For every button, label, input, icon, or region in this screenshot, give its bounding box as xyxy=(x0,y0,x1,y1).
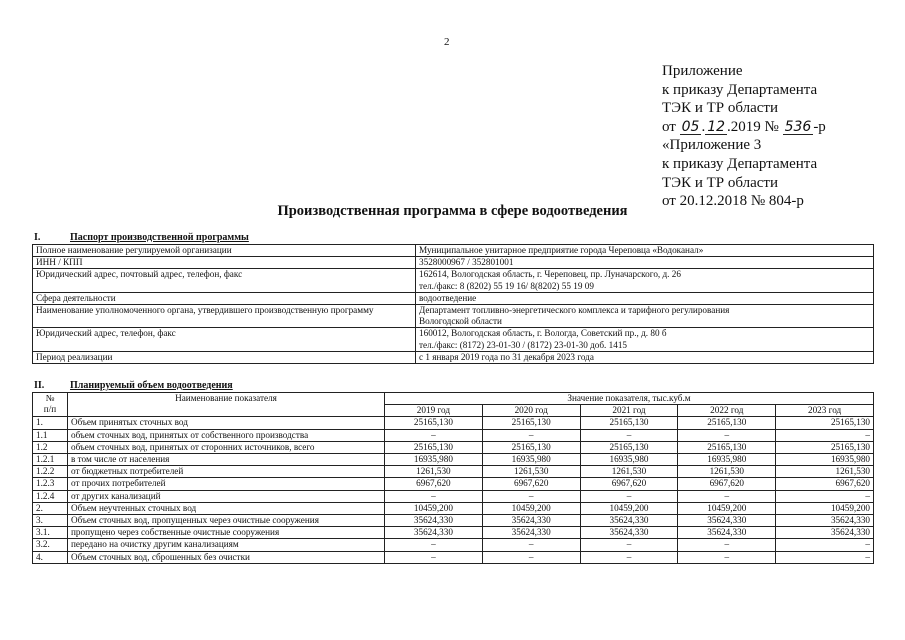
table-row xyxy=(33,257,874,269)
passport-key: Юридический адрес, почтовый адрес, телефон, факс xyxy=(33,269,416,292)
header-year: 2023 год xyxy=(776,405,874,417)
header-year: 2021 год xyxy=(580,405,678,417)
row-indicator: Объем принятых сточных вод xyxy=(68,417,385,429)
row-indicator: от прочих потребителей xyxy=(68,478,385,490)
table-row xyxy=(33,429,874,441)
row-value: 35624,330 xyxy=(580,527,678,539)
row-indicator: Объем сточных вод, пропущенных через очистные сооружения xyxy=(68,515,385,527)
row-value: 25165,130 xyxy=(776,417,874,429)
row-indicator: от других канализаций xyxy=(68,490,385,502)
row-value: 16935,980 xyxy=(580,454,678,466)
row-value: 16935,980 xyxy=(385,454,483,466)
row-indicator: Объем неучтенных сточных вод xyxy=(68,502,385,514)
row-indicator: объем сточных вод, принятых от сторонних источников, всего xyxy=(68,441,385,453)
appendix-line: от 20.12.2018 № 804-р xyxy=(662,193,804,210)
appendix-line: Приложение xyxy=(662,63,743,79)
header-year: 2019 год xyxy=(385,405,483,417)
row-value: – xyxy=(580,490,678,502)
row-number: 1.2.3 xyxy=(33,478,68,490)
row-value: 1261,530 xyxy=(678,466,776,478)
section-2-heading xyxy=(34,380,233,391)
appendix-line: к приказу Департамента xyxy=(662,81,818,98)
row-value: 25165,130 xyxy=(385,417,483,429)
appendix-order-line: от 05 . 12 .2019 № 536 -р xyxy=(662,118,826,135)
row-value: – xyxy=(482,429,580,441)
row-value: – xyxy=(776,539,874,551)
row-value: 25165,130 xyxy=(776,441,874,453)
row-value: 35624,330 xyxy=(580,515,678,527)
row-value: 6967,620 xyxy=(385,478,483,490)
row-value: – xyxy=(482,551,580,563)
passport-value: водоотведение xyxy=(416,292,874,304)
appendix-line: ТЭК и ТР области xyxy=(662,174,778,191)
row-value: – xyxy=(580,539,678,551)
row-value: 35624,330 xyxy=(482,527,580,539)
passport-value-cell xyxy=(416,269,874,292)
row-value: 10459,200 xyxy=(776,502,874,514)
row-value: 25165,130 xyxy=(385,441,483,453)
row-number: 3. xyxy=(33,515,68,527)
passport-key: ИНН / КПП xyxy=(33,257,416,269)
appendix-line: к приказу Департамента xyxy=(662,155,818,172)
table-row xyxy=(33,490,874,502)
passport-key: Период реализации xyxy=(33,351,416,363)
table-row xyxy=(33,441,874,453)
row-value: 35624,330 xyxy=(385,527,483,539)
passport-value: с 1 января 2019 года по 31 декабря 2023 года xyxy=(416,351,874,363)
row-value: – xyxy=(385,490,483,502)
row-value: 25165,130 xyxy=(482,441,580,453)
passport-value: Муниципальное унитарное предприятие города Череповца «Водоканал» xyxy=(416,245,874,257)
handwritten-month: 12 xyxy=(707,118,726,135)
table-row xyxy=(33,245,874,257)
row-number: 1.2 xyxy=(33,441,68,453)
table-row xyxy=(33,527,874,539)
header-indicator: Наименование показателя xyxy=(68,393,385,417)
row-value: 35624,330 xyxy=(776,527,874,539)
row-value: 10459,200 xyxy=(385,502,483,514)
header-year: 2022 год xyxy=(678,405,776,417)
row-indicator: Объем сточных вод, сброшенных без очистки xyxy=(68,551,385,563)
order-year: .2019 № xyxy=(727,118,779,135)
row-value: – xyxy=(776,490,874,502)
row-value: 1261,530 xyxy=(580,466,678,478)
row-value: 35624,330 xyxy=(385,515,483,527)
row-value: 10459,200 xyxy=(580,502,678,514)
row-number: 2. xyxy=(33,502,68,514)
row-value: 10459,200 xyxy=(482,502,580,514)
page-number: 2 xyxy=(444,36,450,48)
row-value: 35624,330 xyxy=(678,515,776,527)
passport-key: Наименование уполномоченного органа, утвердившего производственную программу xyxy=(33,305,416,328)
row-value: 25165,130 xyxy=(580,441,678,453)
table-row xyxy=(33,515,874,527)
row-value: – xyxy=(385,551,483,563)
row-number: 1.2.1 xyxy=(33,454,68,466)
passport-value-cell xyxy=(416,305,874,328)
order-suffix: -р xyxy=(813,118,826,135)
table-row xyxy=(33,539,874,551)
row-value: – xyxy=(678,539,776,551)
row-value: – xyxy=(678,429,776,441)
handwritten-number: 536 xyxy=(784,118,812,135)
row-number: 1.1 xyxy=(33,429,68,441)
row-indicator: объем сточных вод, принятых от собственного производства xyxy=(68,429,385,441)
row-value: 10459,200 xyxy=(678,502,776,514)
row-value: – xyxy=(385,539,483,551)
header-number xyxy=(33,393,68,417)
passport-value: 162614, Вологодская область, г. Череповец, пр. Луначарского, д. 26 xyxy=(419,269,681,280)
passport-value: Вологодской области xyxy=(419,316,502,327)
row-value: 16935,980 xyxy=(482,454,580,466)
section-number: II. xyxy=(34,380,45,391)
row-value: – xyxy=(385,429,483,441)
row-value: 25165,130 xyxy=(678,417,776,429)
section-title: Планируемый объем водоотведения xyxy=(70,380,233,391)
table-row xyxy=(33,292,874,304)
row-value: 1261,530 xyxy=(385,466,483,478)
row-value: – xyxy=(776,551,874,563)
row-number: 1. xyxy=(33,417,68,429)
row-indicator: пропущено через собственные очистные сооружения xyxy=(68,527,385,539)
row-value: – xyxy=(580,551,678,563)
table-row xyxy=(33,351,874,363)
row-value: 6967,620 xyxy=(776,478,874,490)
section-number: I. xyxy=(34,232,41,243)
section-1-heading xyxy=(34,232,249,243)
appendix-line: «Приложение 3 xyxy=(662,137,762,154)
volume-table xyxy=(32,392,874,564)
row-value: 16935,980 xyxy=(678,454,776,466)
row-number: 1.2.2 xyxy=(33,466,68,478)
row-value: – xyxy=(482,490,580,502)
header-number-line: № xyxy=(45,393,55,403)
row-indicator: от бюджетных потребителей xyxy=(68,466,385,478)
header-value: Значение показателя, тыс.куб.м xyxy=(385,393,874,405)
row-number: 1.2.4 xyxy=(33,490,68,502)
table-row xyxy=(33,305,874,328)
passport-key: Сфера деятельности xyxy=(33,292,416,304)
table-row xyxy=(33,551,874,563)
table-row xyxy=(33,502,874,514)
row-number: 3.2. xyxy=(33,539,68,551)
row-value: – xyxy=(482,539,580,551)
section-title: Паспорт производственной программы xyxy=(70,232,249,243)
appendix-block xyxy=(662,62,826,211)
row-value: – xyxy=(678,551,776,563)
table-row xyxy=(33,478,874,490)
table-row xyxy=(33,328,874,351)
row-value: – xyxy=(678,490,776,502)
table-row xyxy=(33,454,874,466)
row-value: 16935,980 xyxy=(776,454,874,466)
row-value: 25165,130 xyxy=(678,441,776,453)
row-number: 4. xyxy=(33,551,68,563)
row-indicator: передано на очистку другим канализациям xyxy=(68,539,385,551)
row-value: – xyxy=(580,429,678,441)
order-prefix: от xyxy=(662,118,676,135)
row-number: 3.1. xyxy=(33,527,68,539)
passport-value: тел./факс: 8 (8202) 55 19 16/ 8(8202) 55 19 09 xyxy=(419,280,594,291)
passport-value: тел./факс: (8172) 23-01-30 / (8172) 23-01-30 доб. 1415 xyxy=(419,339,628,350)
row-value: 35624,330 xyxy=(678,527,776,539)
row-value: 6967,620 xyxy=(580,478,678,490)
header-year: 2020 год xyxy=(482,405,580,417)
passport-value: 160012, Вологодская область, г. Вологда, Советский пр., д. 80 б xyxy=(419,328,667,339)
header-row xyxy=(33,393,874,405)
document-title: Производственная программа в сфере водоотведения xyxy=(277,203,628,219)
table-row xyxy=(33,269,874,292)
row-value: 35624,330 xyxy=(776,515,874,527)
row-value: 25165,130 xyxy=(580,417,678,429)
row-value: 1261,530 xyxy=(776,466,874,478)
table-row xyxy=(33,466,874,478)
passport-key: Полное наименование регулируемой организации xyxy=(33,245,416,257)
table-row xyxy=(33,417,874,429)
handwritten-day: 05 xyxy=(681,118,700,135)
appendix-line: ТЭК и ТР области xyxy=(662,100,778,117)
passport-value: 3528000967 / 352801001 xyxy=(416,257,874,269)
row-value: – xyxy=(776,429,874,441)
row-value: 25165,130 xyxy=(482,417,580,429)
volume-table-body xyxy=(33,417,874,563)
passport-table xyxy=(32,244,874,364)
row-value: 1261,530 xyxy=(482,466,580,478)
row-value: 35624,330 xyxy=(482,515,580,527)
header-number-line: п/п xyxy=(43,404,57,415)
passport-value: Департамент топливно-энергетического комплекса и тарифного регулирования xyxy=(419,305,730,316)
row-indicator: в том числе от населения xyxy=(68,454,385,466)
row-value: 6967,620 xyxy=(482,478,580,490)
passport-key: Юридический адрес, телефон, факс xyxy=(33,328,416,351)
row-value: 6967,620 xyxy=(678,478,776,490)
passport-value-cell xyxy=(416,328,874,351)
